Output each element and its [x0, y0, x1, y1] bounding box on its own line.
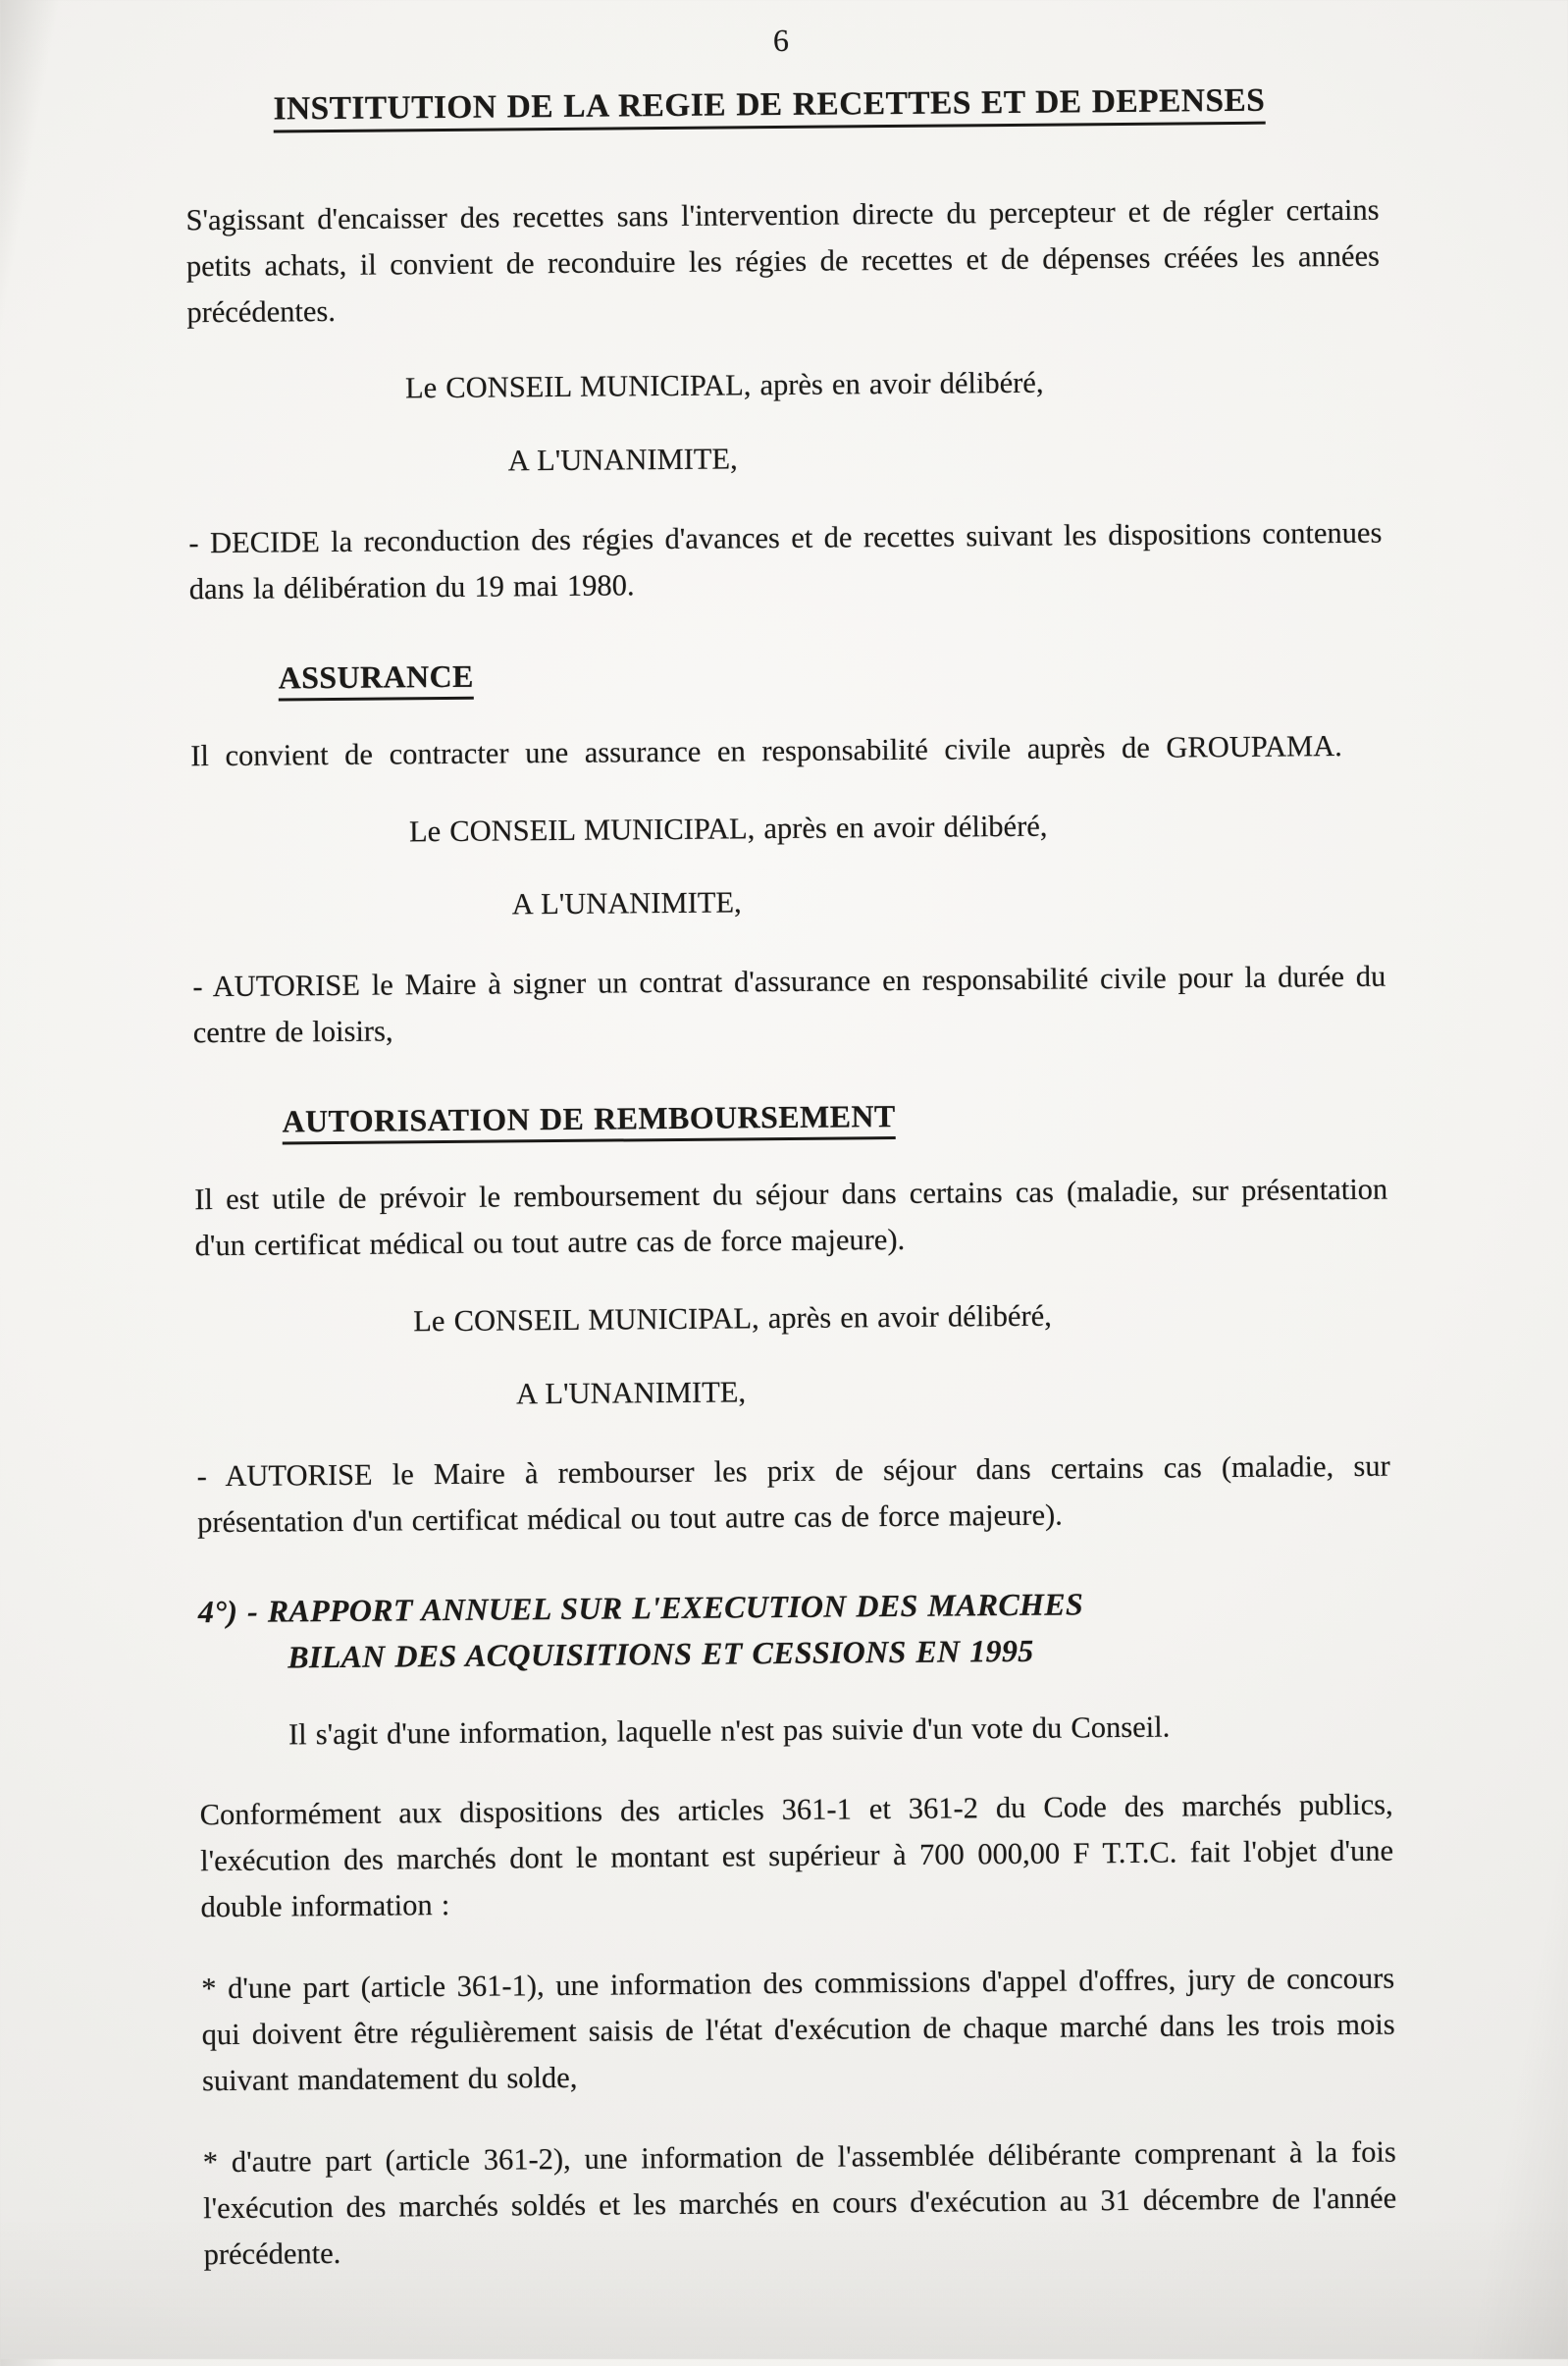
paragraph-rapport-point1: * d'une part (article 361-1), une information des commissions d'appel d'offres, jury de concours qui doivent être régulièrement saisis de l'état d'exécution de chaque marché dans les trois mois suivant mandatement du solde, [201, 1961, 1395, 2098]
paragraph-regie-decision: - DECIDE la reconduction des régies d'avances et de recettes suivant les dispositions contenues dans la délibération du 19 mai 1980. [188, 515, 1383, 606]
unanimity-line-1: A L'UNANIMITE, [507, 442, 738, 478]
council-deliberation-line-3: Le CONSEIL MUNICIPAL, après en avoir délibéré, [413, 1298, 1052, 1339]
paragraph-regie-intro: S'agissant d'encaisser des recettes sans l'intervention directe du percepteur et de régler certains petits achats, il convient de reconduire les régies de recettes et de dépenses créées les années précédentes. [185, 192, 1381, 330]
heading-assurance [278, 646, 1383, 702]
council-deliberation-line-1: Le CONSEIL MUNICIPAL, après en avoir délibéré, [404, 365, 1044, 405]
heading-assurance-text: ASSURANCE [278, 658, 474, 702]
heading-rapport-line2: BILAN DES ACQUISITIONS ET CESSIONS EN 1995 [287, 1632, 1034, 1675]
page-number: 6 [772, 22, 790, 59]
heading-institution-regie [273, 77, 1378, 132]
heading-rapport-annuel [198, 1579, 1392, 1682]
heading-remboursement [282, 1089, 1386, 1145]
council-deliberation-line-2: Le CONSEIL MUNICIPAL, après en avoir délibéré, [408, 809, 1048, 849]
paragraph-assurance-decision: - AUTORISE le Maire à signer un contrat d'assurance en responsabilité civile pour la durée du centre de loisirs, [192, 959, 1386, 1050]
paragraph-rapport-legal: Conformément aux dispositions des articles 361-1 et 361-2 du Code des marchés publics, l'exécution des marchés dont le montant est supérieur à 700 000,00 F T.T.C. fait l'objet d'une double information : [199, 1787, 1394, 1924]
paragraph-remboursement-intro: Il est utile de prévoir le remboursement du séjour dans certains cas (maladie, sur présentation d'un certificat médical ou tout autre cas de force majeure). [194, 1172, 1388, 1263]
heading-rapport-line1: 4°) - RAPPORT ANNUEL SUR L'EXECUTION DES MARCHES [197, 1586, 1084, 1630]
paragraph-assurance-intro: Il convient de contracter une assurance en responsabilité civile auprès de GROUPAMA. [190, 729, 1342, 773]
paragraph-rapport-point2: * d'autre part (article 361-2), une information de l'assemblée délibérante comprenant à la fois l'exécution des marchés soldés et les marchés en cours d'exécution au 31 décembre de l'année précédente. [202, 2134, 1397, 2272]
unanimity-line-3: A L'UNANIMITE, [515, 1375, 747, 1411]
heading-remboursement-text: AUTORISATION DE REMBOURSEMENT [282, 1098, 895, 1144]
unanimity-line-2: A L'UNANIMITE, [511, 885, 742, 921]
paragraph-rapport-note: Il s'agit d'une information, laquelle n'est pas suivie d'un vote du Conseil. [287, 1709, 1171, 1752]
paragraph-remboursement-decision: - AUTORISE le Maire à rembourser les prix de séjour dans certains cas (maladie, sur présentation d'un certificat médical ou tout autre cas de force majeure). [196, 1448, 1390, 1540]
heading-institution-regie-text: INSTITUTION DE LA REGIE DE RECETTES ET DE DEPENSES [273, 82, 1265, 133]
